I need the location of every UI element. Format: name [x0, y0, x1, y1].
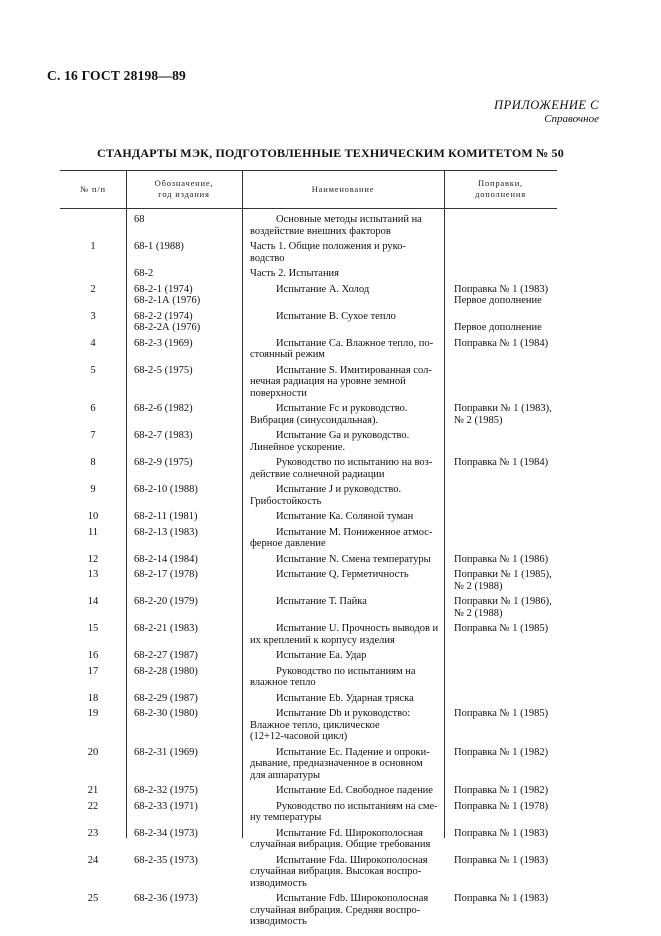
amendment-line: Поправка № 1 (1983)	[454, 893, 549, 904]
row-amendments	[454, 747, 559, 759]
column-header-num: № п/п	[80, 184, 106, 194]
designation-line: 68-2-5 (1975)	[134, 364, 193, 376]
row-title	[250, 801, 440, 824]
column-divider	[126, 170, 127, 838]
row-amendments	[454, 554, 559, 566]
column-header-name: Наименование	[311, 184, 375, 194]
designation-line: 68-2	[134, 268, 154, 279]
document-title: СТАНДАРТЫ МЭК, ПОДГОТОВЛЕННЫЕ ТЕХНИЧЕСКИМ КОМИТЕТОМ № 50	[97, 146, 564, 160]
row-amendments	[454, 338, 559, 350]
title-line: Испытание Т. Пайка	[276, 596, 367, 607]
title-line: ферное давление	[250, 538, 326, 549]
title-line: Испытание Db и руководство:	[276, 708, 411, 719]
row-number: 25	[87, 893, 99, 904]
amendment-line: Первое дополнение	[454, 322, 542, 333]
appendix-label	[494, 98, 599, 126]
row-amendments	[454, 403, 559, 426]
row-number: 5	[90, 364, 96, 376]
row-number: 21	[87, 785, 99, 796]
row-amendments	[454, 457, 559, 469]
title-line: поверхности	[250, 387, 307, 399]
row-title	[250, 569, 440, 581]
title-line: для аппаратуры	[250, 769, 321, 781]
standards-table	[60, 170, 557, 927]
row-title	[250, 666, 440, 689]
designation-line: 68-2-2А (1976)	[134, 322, 201, 333]
title-line: Часть 1. Общие положения и руко-	[250, 241, 406, 252]
row-amendments	[454, 785, 559, 797]
designation-line: 68-2-27 (1987)	[134, 650, 198, 661]
row-number: 22	[87, 800, 99, 812]
row-title	[250, 554, 440, 566]
title-line: Испытание Fdb. Широкополосная	[276, 893, 429, 904]
row-number: 20	[87, 746, 99, 758]
title-line: Руководство по испытанию на воз-	[276, 457, 433, 468]
amendment-line: № 2 (1985)	[454, 414, 503, 426]
row-number: 15	[87, 623, 99, 634]
title-line: изводимость	[250, 877, 307, 889]
row-designation	[134, 569, 244, 581]
row-designation	[134, 241, 244, 253]
row-designation	[134, 484, 244, 496]
title-line: Испытание Еb. Ударная тряска	[276, 692, 414, 704]
row-number: 6	[90, 403, 96, 414]
row-number: 7	[90, 430, 96, 441]
amendment-line: Поправка № 1 (1978)	[454, 800, 549, 812]
row-title	[250, 484, 440, 507]
row-title	[250, 855, 440, 890]
row-number: 17	[87, 665, 99, 677]
amendment-line: Поправка № 1 (1984)	[454, 337, 549, 349]
row-amendments	[454, 828, 559, 840]
row-designation	[134, 623, 244, 635]
row-number: 16	[87, 650, 99, 661]
designation-line: 68-2-21 (1983)	[134, 623, 198, 634]
row-amendments	[454, 596, 559, 619]
title-line: ну температуры	[250, 812, 322, 823]
title-line: Вибрация (синусоидальная).	[250, 414, 379, 426]
row-amendments	[454, 569, 559, 592]
amendment-line: № 2 (1988)	[454, 607, 503, 619]
amendment-line	[454, 311, 559, 323]
title-line: Влажное тепло, циклическое	[250, 719, 380, 731]
designation-line: 68-2-1А (1976)	[134, 295, 201, 306]
title-line: Испытание N. Смена температуры	[276, 553, 431, 565]
row-designation	[134, 785, 244, 797]
designation-line: 68-2-13 (1983)	[134, 526, 198, 538]
title-line: нечная радиация на уровне земной	[250, 376, 406, 387]
row-title	[250, 311, 440, 323]
amendment-line: Поправки № 1 (1986),	[454, 596, 552, 607]
designation-line: 68-2-33 (1971)	[134, 800, 198, 812]
title-line: их креплений к корпусу изделия	[250, 634, 395, 646]
title-line: Испытание А. Холод	[276, 283, 370, 295]
row-title	[250, 747, 440, 782]
title-line: стоянный режим	[250, 349, 325, 360]
title-line: влажное тепло	[250, 677, 316, 688]
row-designation	[134, 430, 244, 442]
title-line: Испытание Еа. Удар	[276, 650, 367, 661]
row-designation	[134, 747, 244, 759]
row-designation	[134, 708, 244, 720]
designation-line: 68-2-11 (1981)	[134, 511, 198, 522]
row-number: 2	[90, 283, 96, 295]
title-line: Испытание Fd. Широкополосная	[276, 827, 423, 839]
title-line: Испытание В. Сухое тепло	[276, 310, 396, 322]
row-title	[250, 596, 440, 608]
row-number: 23	[87, 827, 99, 839]
amendment-line: Поправка № 1 (1983)	[454, 854, 549, 866]
amendment-line: Поправка № 1 (1982)	[454, 785, 549, 796]
designation-line: 68-2-9 (1975)	[134, 457, 193, 468]
title-line: воздействие внешних факторов	[250, 225, 391, 237]
row-designation	[134, 893, 244, 905]
amendment-line: Поправка № 1 (1985)	[454, 708, 549, 719]
amendment-line: Поправка № 1 (1983)	[454, 283, 549, 295]
row-number: 14	[87, 596, 99, 607]
row-amendments	[454, 893, 559, 905]
row-title	[250, 708, 440, 743]
title-line: дывание, предназначенное в основном	[250, 758, 423, 769]
title-line: Основные методы испытаний на	[276, 214, 422, 225]
designation-line: 68-2-1 (1974)	[134, 283, 193, 295]
title-line: случайная вибрация. Средняя воспро-	[250, 904, 421, 916]
row-number: 12	[87, 553, 99, 565]
column-header-code-line: Обозначение,	[154, 178, 214, 188]
column-header-code-line: год издания	[158, 189, 210, 199]
row-amendments	[454, 284, 559, 307]
title-line: Руководство по испытаниям на сме-	[276, 800, 438, 812]
row-number: 10	[87, 511, 99, 522]
amendment-line: Поправка № 1 (1985)	[454, 623, 549, 634]
designation-line: 68-2-10 (1988)	[134, 484, 198, 495]
row-designation	[134, 693, 244, 705]
designation-line: 68-1 (1988)	[134, 241, 184, 252]
row-number: 18	[87, 692, 99, 704]
designation-line: 68-2-6 (1982)	[134, 403, 193, 414]
amendment-line: Поправка № 1 (1983)	[454, 827, 549, 839]
title-line: Испытание Q. Герметичность	[276, 569, 409, 580]
table-top-rule	[60, 170, 557, 171]
title-line: Испытание Ed. Свободное падение	[276, 785, 433, 796]
title-line: Руководство по испытаниям на	[276, 665, 416, 677]
row-number: 1	[90, 241, 96, 252]
designation-line: 68-2-30 (1980)	[134, 708, 198, 719]
row-title	[250, 828, 440, 851]
page-header: С. 16 ГОСТ 28198—89	[47, 68, 186, 83]
row-title	[250, 284, 440, 296]
title-line: Испытание J и руководство.	[276, 484, 402, 495]
row-designation	[134, 666, 244, 678]
row-number: 13	[87, 569, 99, 580]
row-title	[250, 893, 440, 928]
designation-line: 68-2-17 (1978)	[134, 569, 198, 580]
title-line: Испытание S. Имитированная сол-	[276, 364, 432, 376]
title-line: Испытание Ga и руководство.	[276, 430, 410, 441]
amendment-line: Поправка № 1 (1982)	[454, 746, 549, 758]
designation-line: 68-2-36 (1973)	[134, 893, 198, 904]
row-designation	[134, 403, 244, 415]
title-line: Испытание Ес. Падение и опроки-	[276, 746, 430, 758]
row-designation	[134, 365, 244, 377]
row-number: 4	[90, 337, 96, 349]
title-line: изводимость	[250, 916, 307, 927]
amendment-line: Поправка № 1 (1984)	[454, 457, 549, 468]
row-amendments	[454, 708, 559, 720]
row-amendments	[454, 623, 559, 635]
designation-line: 68-2-34 (1973)	[134, 827, 198, 839]
designation-line: 68-2-28 (1980)	[134, 665, 198, 677]
row-title	[250, 268, 440, 280]
row-designation	[134, 801, 244, 813]
row-designation	[134, 311, 244, 334]
row-title	[250, 785, 440, 797]
designation-line: 68-2-2 (1974)	[134, 310, 193, 322]
designation-line: 68-2-29 (1987)	[134, 692, 198, 704]
title-line: Линейное ускорение.	[250, 441, 346, 453]
amendment-line: Поправки № 1 (1983),	[454, 403, 552, 414]
row-designation	[134, 554, 244, 566]
row-title	[250, 527, 440, 550]
row-title	[250, 241, 440, 264]
row-number: 11	[87, 526, 99, 538]
title-line: Испытание Fda. Широкополосная	[276, 854, 428, 866]
row-title	[250, 650, 440, 662]
title-line: действие солнечной радиации	[250, 468, 385, 480]
title-line: Испытание Fc и руководство.	[276, 403, 408, 414]
title-line: Грибостойкость	[250, 495, 322, 507]
amendment-line: № 2 (1988)	[454, 580, 503, 592]
title-line: Испытание Ка. Соляной туман	[276, 511, 414, 522]
title-line: (12+12-часовой цикл)	[250, 731, 348, 742]
amendment-line: Поправки № 1 (1985),	[454, 569, 552, 580]
designation-line: 68	[134, 214, 145, 225]
title-line: Испытание М. Пониженное атмос-	[276, 526, 433, 538]
column-divider	[444, 170, 445, 838]
row-title	[250, 693, 440, 705]
row-designation	[134, 284, 244, 307]
designation-line: 68-2-20 (1979)	[134, 596, 198, 607]
table-header-rule	[60, 208, 557, 209]
title-line: случайная вибрация. Высокая воспро-	[250, 866, 422, 877]
title-line: Испытание U. Прочность выводов и	[276, 623, 439, 634]
appendix-title: ПРИЛОЖЕНИЕ С	[494, 98, 599, 112]
row-designation	[134, 527, 244, 539]
row-title	[250, 623, 440, 646]
title-line: Часть 2. Испытания	[250, 268, 340, 279]
row-designation	[134, 855, 244, 867]
row-designation	[134, 596, 244, 608]
row-title	[250, 365, 440, 400]
row-designation	[134, 650, 244, 662]
designation-line: 68-2-35 (1973)	[134, 854, 198, 866]
row-amendments	[454, 311, 559, 334]
designation-line: 68-2-32 (1975)	[134, 785, 198, 796]
title-line: Испытание Са. Влажное тепло, по-	[276, 337, 434, 349]
row-number: 24	[87, 854, 99, 866]
title-line: случайная вибрация. Общие требования	[250, 839, 431, 850]
designation-line: 68-2-3 (1969)	[134, 337, 193, 349]
row-designation	[134, 511, 244, 523]
row-title	[250, 338, 440, 361]
column-header-amendments	[444, 178, 557, 200]
row-number: 9	[90, 484, 96, 495]
row-title	[250, 457, 440, 480]
row-designation	[134, 338, 244, 350]
row-designation	[134, 828, 244, 840]
amendment-line: Поправка № 1 (1986)	[454, 553, 549, 565]
title-line: водство	[250, 252, 285, 264]
row-designation	[134, 214, 244, 226]
row-number: 8	[90, 457, 96, 468]
row-designation	[134, 457, 244, 469]
row-amendments	[454, 801, 559, 813]
row-number: 19	[87, 708, 99, 719]
column-header-amend-line: Поправки,	[478, 178, 523, 188]
row-title	[250, 403, 440, 426]
row-number: 3	[90, 310, 96, 322]
designation-line: 68-2-14 (1984)	[134, 553, 198, 565]
designation-line: 68-2-7 (1983)	[134, 430, 193, 441]
row-designation	[134, 268, 244, 280]
column-header-code	[126, 178, 242, 200]
designation-line: 68-2-31 (1969)	[134, 746, 198, 758]
appendix-subtitle: Справочное	[544, 113, 599, 125]
row-title	[250, 430, 440, 453]
row-title	[250, 214, 440, 237]
row-title	[250, 511, 440, 523]
row-amendments	[454, 855, 559, 867]
amendment-line: Первое дополнение	[454, 295, 542, 306]
column-header-amend-line: дополнения	[475, 189, 526, 199]
